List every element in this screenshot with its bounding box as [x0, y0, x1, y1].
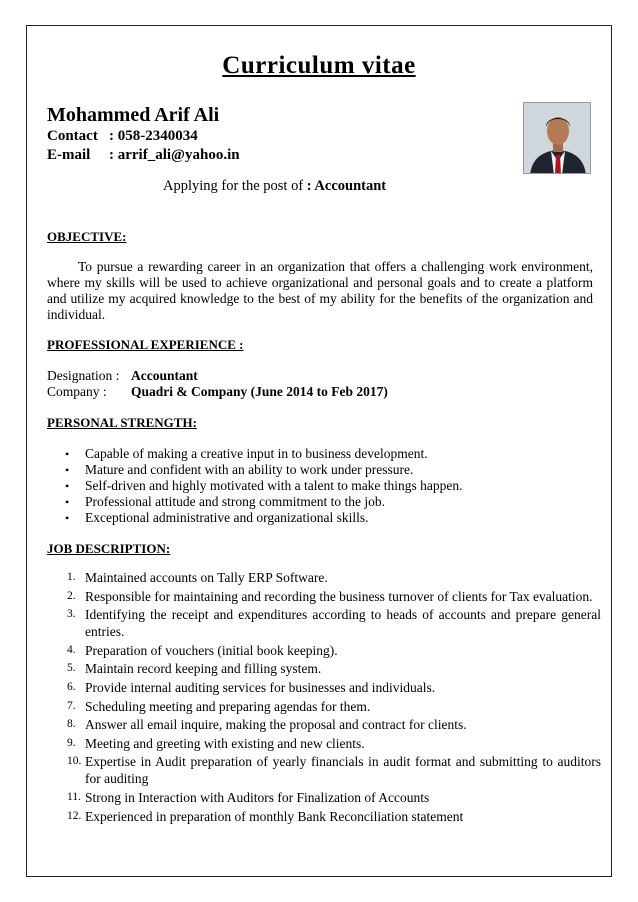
email-line [47, 147, 240, 164]
list-item: • Professional attitude and strong commitment to the job. [65, 494, 385, 509]
applying-post: : Accountant [306, 178, 387, 194]
list-item: • Mature and confident with an ability to work under pressure. [65, 462, 414, 477]
company-label: Company : [47, 384, 107, 399]
company-row [47, 384, 388, 400]
list-item: 1. Maintained accounts on Tally ERP Software. [67, 570, 328, 585]
job-heading: JOB DESCRIPTION: [47, 541, 171, 556]
portrait-image [524, 103, 591, 174]
company-value: Quadri & Company (June 2014 to Feb 2017) [131, 384, 388, 399]
candidate-name: Mohammed Arif Ali [47, 104, 220, 126]
designation-row [47, 368, 198, 384]
strength-heading: PERSONAL STRENGTH: [47, 415, 197, 430]
list-item: 9. Meeting and greeting with existing and new clients. [67, 735, 365, 751]
designation-label: Designation : [47, 368, 120, 383]
list-item: • Exceptional administrative and organizational skills. [65, 510, 369, 525]
job-list [47, 569, 601, 826]
list-item: 4. Preparation of vouchers (initial book keeping). [67, 642, 338, 658]
experience-heading: PROFESSIONAL EXPERIENCE : [47, 337, 244, 352]
list-item: • Self-driven and highly motivated with a talent to make things happen. [65, 478, 463, 493]
contact-value: : 058-2340034 [109, 128, 198, 144]
list-item: 7. Scheduling meeting and preparing agendas for them. [67, 698, 371, 714]
designation-value: Accountant [131, 368, 198, 383]
list-item: 6. Provide internal auditing services for businesses and individuals. [67, 679, 436, 695]
list-item: 10. Expertise in Audit preparation of yearly financials in audit format and submitting to auditors for auditing [67, 754, 601, 787]
objective-heading: OBJECTIVE: [47, 229, 127, 244]
list-item: • Capable of making a creative input in to business development. [65, 446, 428, 461]
email-value: : arrif_ali@yahoo.in [109, 147, 240, 163]
strength-list [47, 446, 463, 526]
list-item: 12. Experienced in preparation of monthly Bank Reconciliation statement [67, 808, 464, 824]
list-item: 8. Answer all email inquire, making the proposal and contract for clients. [67, 717, 467, 733]
contact-label: Contact [47, 128, 98, 144]
applying-line [163, 178, 386, 195]
applying-prefix: Applying for the post of [163, 178, 304, 194]
contact-line [47, 128, 198, 145]
list-item: 2. Responsible for maintaining and recording the business turnover of clients for Tax evaluation. [67, 588, 593, 604]
email-label: E-mail [47, 147, 91, 163]
objective-text: To pursue a rewarding career in an organization that offers a challenging work environment, where my skills will be used to achieve organizational and personal goals and to create a platform and utilize my acquired knowledge to the best of my ability for the benefits of the organization and individual. [47, 259, 593, 322]
list-item: 3. Identifying the receipt and expenditures according to heads of accounts and prepare general entries. [67, 607, 601, 640]
list-item: 11. Strong in Interaction with Auditors for Finalization of Accounts [67, 789, 430, 805]
list-item: 5. Maintain record keeping and filling system. [67, 661, 322, 677]
document-title: Curriculum vitae [222, 52, 416, 79]
profile-photo [523, 102, 591, 174]
